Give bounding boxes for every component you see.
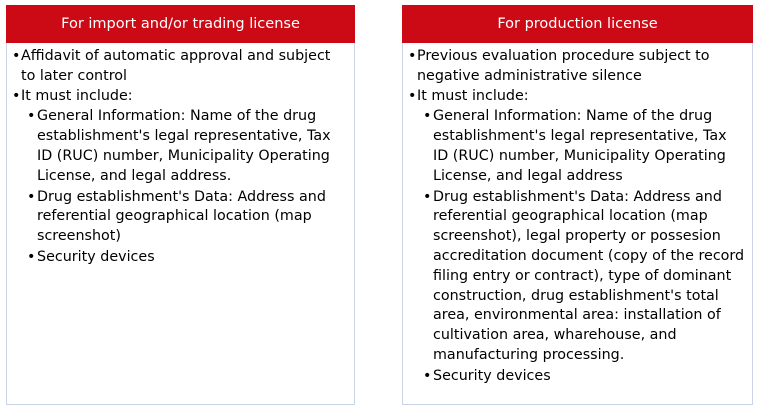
production-license-panel bbox=[402, 5, 753, 405]
production-license-body bbox=[402, 43, 753, 405]
included-item: • Drug establishment's Data: Address and referential geographical location (map screenshot), legal property or possesion accreditation document (copy of the record filing entry or contract), type of dominant construction, drug establishment's total area, environmental area: installation of cultivation area, wharehouse, and manufacturing processing. bbox=[417, 188, 746, 366]
requirements-list bbox=[408, 47, 746, 387]
requirement-item bbox=[12, 87, 348, 268]
requirement-item bbox=[408, 87, 746, 387]
import-trading-license-panel bbox=[6, 5, 355, 405]
requirement-item: • Previous evaluation procedure subject to negative administrative silence bbox=[408, 47, 746, 87]
included-items-list bbox=[417, 107, 746, 386]
included-item: • General Information: Name of the drug establishment's legal representative, Tax ID (RUC) number, Municipality Operating License, and legal address. bbox=[21, 107, 348, 186]
included-item: • Security devices bbox=[21, 248, 348, 268]
requirement-item: • Affidavit of automatic approval and subject to later control bbox=[12, 47, 348, 87]
production-license-header: For production license bbox=[402, 5, 753, 43]
included-item: • Drug establishment's Data: Address and referential geographical location (map screenshot) bbox=[21, 188, 348, 247]
requirements-list bbox=[12, 47, 348, 268]
included-item: • Security devices bbox=[417, 367, 746, 387]
included-items-list bbox=[21, 107, 348, 267]
included-item: • General Information: Name of the drug establishment's legal representative, Tax ID (RUC) number, Municipality Operating License, and legal address bbox=[417, 107, 746, 186]
import-trading-license-body bbox=[6, 43, 355, 405]
import-trading-license-header: For import and/or trading license bbox=[6, 5, 355, 43]
requirement-item-label: It must include: bbox=[417, 87, 529, 104]
requirement-item-label: It must include: bbox=[21, 87, 133, 104]
